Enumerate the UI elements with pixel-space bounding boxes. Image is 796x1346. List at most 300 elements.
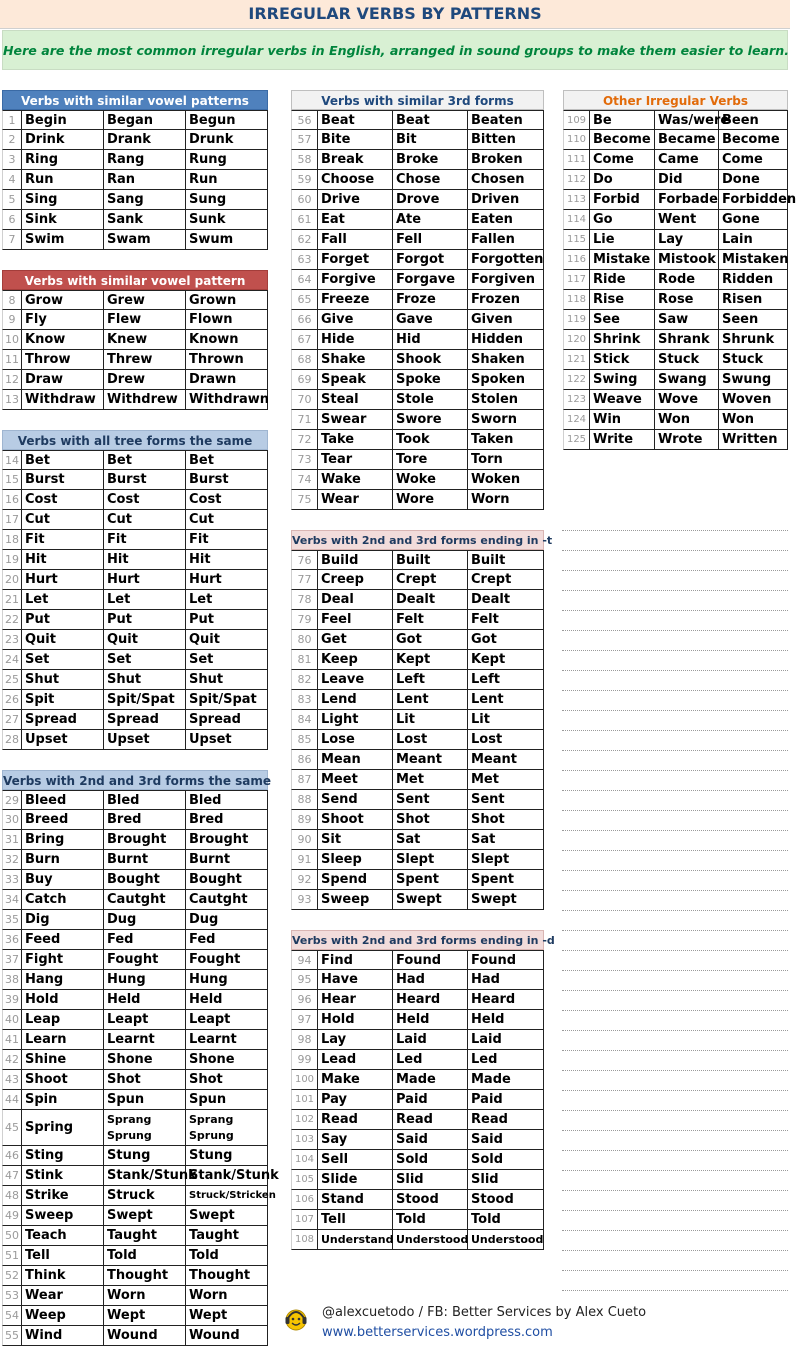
past-simple: Wove [655, 390, 719, 410]
verb-number: 58 [291, 150, 318, 170]
base-form: Give [318, 310, 393, 330]
verb-number: 81 [291, 650, 318, 670]
base-form: Weep [22, 1306, 104, 1326]
past-participle: Met [468, 770, 544, 790]
base-form: Lose [318, 730, 393, 750]
table-row [2, 570, 268, 590]
past-simple: Slid [393, 1170, 468, 1190]
verb-number: 15 [2, 470, 22, 490]
past-simple: Gave [393, 310, 468, 330]
past-simple: Was/were [655, 110, 719, 130]
past-participle: Said [468, 1130, 544, 1150]
table-row [2, 830, 268, 850]
past-simple: Won [655, 410, 719, 430]
past-participle: Woken [468, 470, 544, 490]
past-simple: Sprang Sprung [104, 1110, 186, 1146]
past-participle: Fed [186, 930, 268, 950]
base-form: Burst [22, 470, 104, 490]
table-row [291, 890, 544, 910]
table-row [291, 250, 544, 270]
verb-number: 25 [2, 670, 22, 690]
past-simple: Tore [393, 450, 468, 470]
past-simple: Bled [104, 790, 186, 810]
base-form: Know [22, 330, 104, 350]
verb-number: 29 [2, 790, 22, 810]
verb-number: 22 [2, 610, 22, 630]
base-form: Feel [318, 610, 393, 630]
table-row [2, 310, 268, 330]
verb-number: 27 [2, 710, 22, 730]
past-participle: Known [186, 330, 268, 350]
base-form: Sweep [318, 890, 393, 910]
table-row [291, 430, 544, 450]
table-row [291, 630, 544, 650]
table-row [2, 1266, 268, 1286]
gridline [562, 930, 788, 931]
past-participle: Shot [186, 1070, 268, 1090]
past-simple: Wept [104, 1306, 186, 1326]
past-simple: Came [655, 150, 719, 170]
past-participle: Slept [468, 850, 544, 870]
verb-number: 5 [2, 190, 22, 210]
past-simple: Forbade [655, 190, 719, 210]
base-form: Dig [22, 910, 104, 930]
base-form: Forget [318, 250, 393, 270]
verb-number: 52 [2, 1266, 22, 1286]
verb-number: 74 [291, 470, 318, 490]
past-simple: Understood [393, 1230, 468, 1250]
base-form: Strike [22, 1186, 104, 1206]
base-form: Hang [22, 970, 104, 990]
past-simple: Forgave [393, 270, 468, 290]
verb-number: 93 [291, 890, 318, 910]
past-participle: Crept [468, 570, 544, 590]
table-row [563, 150, 788, 170]
verb-number: 7 [2, 230, 22, 250]
past-participle: Wept [186, 1306, 268, 1326]
verb-number: 79 [291, 610, 318, 630]
verb-number: 37 [2, 950, 22, 970]
gridline [562, 850, 788, 851]
base-form: Come [590, 150, 655, 170]
base-form: Drive [318, 190, 393, 210]
past-participle: Swum [186, 230, 268, 250]
footer-url[interactable]: www.betterservices.wordpress.com [322, 1325, 553, 1340]
gridline [562, 1210, 788, 1211]
past-simple: Laid [393, 1030, 468, 1050]
past-participle: Built [468, 550, 544, 570]
gridline [562, 790, 788, 791]
verb-number: 56 [291, 110, 318, 130]
table-row [2, 1326, 268, 1346]
past-participle: Swung [719, 370, 788, 390]
table-row [291, 370, 544, 390]
verb-number: 80 [291, 630, 318, 650]
gridline [562, 630, 788, 631]
table-row [2, 370, 268, 390]
group-similar-3rd-forms [291, 90, 544, 510]
table-row [2, 150, 268, 170]
gridline [562, 970, 788, 971]
past-simple: Meant [393, 750, 468, 770]
past-participle: Brought [186, 830, 268, 850]
past-simple: Cautght [104, 890, 186, 910]
past-simple: Drank [104, 130, 186, 150]
past-simple: Felt [393, 610, 468, 630]
verb-number: 109 [563, 110, 590, 130]
past-participle: Struck/Stricken [186, 1186, 268, 1206]
past-participle: Forbidden [719, 190, 788, 210]
past-participle: Heard [468, 990, 544, 1010]
past-participle: Bred [186, 810, 268, 830]
past-participle: Wound [186, 1326, 268, 1346]
verb-number: 6 [2, 210, 22, 230]
past-participle: Felt [468, 610, 544, 630]
past-participle: Withdrawn [186, 390, 268, 410]
verb-number: 42 [2, 1050, 22, 1070]
table-row [2, 950, 268, 970]
past-participle: Stung [186, 1146, 268, 1166]
table-row [291, 290, 544, 310]
base-form: Lead [318, 1050, 393, 1070]
past-participle: Stolen [468, 390, 544, 410]
past-simple: Said [393, 1130, 468, 1150]
gridline [562, 710, 788, 711]
past-simple: Worn [104, 1286, 186, 1306]
table-row [2, 290, 268, 310]
table-row [563, 370, 788, 390]
base-form: Tear [318, 450, 393, 470]
verb-number: 107 [291, 1210, 318, 1230]
table-row [2, 1226, 268, 1246]
past-participle: Sung [186, 190, 268, 210]
base-form: Meet [318, 770, 393, 790]
past-participle: Woven [719, 390, 788, 410]
past-participle: Learnt [186, 1030, 268, 1050]
base-form: Sing [22, 190, 104, 210]
past-participle: Dealt [468, 590, 544, 610]
table-row [291, 550, 544, 570]
past-simple: Rose [655, 290, 719, 310]
base-form: Think [22, 1266, 104, 1286]
past-simple: Learnt [104, 1030, 186, 1050]
table-row [2, 190, 268, 210]
group-other-irregular [563, 90, 796, 450]
past-simple: Rode [655, 270, 719, 290]
base-form: Shine [22, 1050, 104, 1070]
group-header: Verbs with 2nd and 3rd forms ending in -d [291, 930, 544, 950]
group-similar-vowel-patterns [2, 90, 268, 250]
past-simple: Hit [104, 550, 186, 570]
verb-number: 4 [2, 170, 22, 190]
past-simple: Had [393, 970, 468, 990]
past-simple: Began [104, 110, 186, 130]
table-row [2, 730, 268, 750]
base-form: Sink [22, 210, 104, 230]
past-simple: Sat [393, 830, 468, 850]
past-participle: Hidden [468, 330, 544, 350]
table-row [2, 970, 268, 990]
past-simple: Saw [655, 310, 719, 330]
base-form: Fight [22, 950, 104, 970]
table-row [291, 870, 544, 890]
past-participle: Come [719, 150, 788, 170]
base-form: Go [590, 210, 655, 230]
table-row [291, 810, 544, 830]
smiley-headset-icon [283, 1306, 309, 1332]
table-row [2, 790, 268, 810]
past-participle: Lain [719, 230, 788, 250]
past-simple: Spoke [393, 370, 468, 390]
verb-number: 85 [291, 730, 318, 750]
past-simple: Built [393, 550, 468, 570]
past-participle: Taught [186, 1226, 268, 1246]
table-row [291, 390, 544, 410]
table-row [2, 1286, 268, 1306]
table-row [291, 150, 544, 170]
base-form: Quit [22, 630, 104, 650]
past-simple: Spit/Spat [104, 690, 186, 710]
verb-number: 36 [2, 930, 22, 950]
table-row [563, 290, 788, 310]
gridline [562, 610, 788, 611]
base-form: Wear [22, 1286, 104, 1306]
past-simple: Bred [104, 810, 186, 830]
verb-number: 30 [2, 810, 22, 830]
verb-number: 2 [2, 130, 22, 150]
base-form: Cut [22, 510, 104, 530]
verb-number: 114 [563, 210, 590, 230]
past-participle: Read [468, 1110, 544, 1130]
past-participle: Spit/Spat [186, 690, 268, 710]
verb-number: 92 [291, 870, 318, 890]
past-participle: Bet [186, 450, 268, 470]
verb-number: 14 [2, 450, 22, 470]
past-simple: Struck [104, 1186, 186, 1206]
base-form: Become [590, 130, 655, 150]
table-row [291, 990, 544, 1010]
past-simple: Drove [393, 190, 468, 210]
past-participle: Sunk [186, 210, 268, 230]
table-row [291, 1210, 544, 1230]
past-participle: Forgotten [468, 250, 544, 270]
past-simple: Dealt [393, 590, 468, 610]
gridline [562, 1030, 788, 1031]
base-form: Tell [318, 1210, 393, 1230]
table-row [291, 770, 544, 790]
verb-number: 116 [563, 250, 590, 270]
past-participle: Meant [468, 750, 544, 770]
table-row [291, 590, 544, 610]
verb-number: 77 [291, 570, 318, 590]
past-participle: Run [186, 170, 268, 190]
base-form: Choose [318, 170, 393, 190]
past-participle: Bitten [468, 130, 544, 150]
table-row [291, 950, 544, 970]
table-row [291, 1050, 544, 1070]
base-form: Break [318, 150, 393, 170]
gridline [562, 990, 788, 991]
verb-number: 91 [291, 850, 318, 870]
verb-number: 65 [291, 290, 318, 310]
table-row [2, 1146, 268, 1166]
base-form: Understand [318, 1230, 393, 1250]
past-participle: Paid [468, 1090, 544, 1110]
base-form: Take [318, 430, 393, 450]
verb-number: 61 [291, 210, 318, 230]
table-row [2, 1246, 268, 1266]
table-row [291, 1070, 544, 1090]
table-row [563, 250, 788, 270]
base-form: Hurt [22, 570, 104, 590]
base-form: Run [22, 170, 104, 190]
group-all-forms-same [2, 430, 268, 750]
verb-number: 71 [291, 410, 318, 430]
past-participle: Fallen [468, 230, 544, 250]
verb-number: 123 [563, 390, 590, 410]
table-row [2, 1166, 279, 1186]
table-row [291, 190, 544, 210]
table-row [291, 830, 544, 850]
base-form: Teach [22, 1226, 104, 1246]
table-row [2, 810, 268, 830]
past-participle: Frozen [468, 290, 544, 310]
base-form: Spring [22, 1110, 104, 1146]
verb-number: 28 [2, 730, 22, 750]
table-row [2, 870, 268, 890]
verb-number: 13 [2, 390, 22, 410]
gridline [562, 870, 788, 871]
table-row [2, 630, 268, 650]
verb-number: 78 [291, 590, 318, 610]
past-participle: Spent [468, 870, 544, 890]
gridline [562, 670, 788, 671]
base-form: Bet [22, 450, 104, 470]
past-simple: Swam [104, 230, 186, 250]
verb-number: 120 [563, 330, 590, 350]
past-simple: Paid [393, 1090, 468, 1110]
past-simple: Wrote [655, 430, 719, 450]
base-form: Build [318, 550, 393, 570]
base-form: Buy [22, 870, 104, 890]
verb-number: 101 [291, 1090, 318, 1110]
verb-number: 87 [291, 770, 318, 790]
past-simple: Swang [655, 370, 719, 390]
past-simple: Drew [104, 370, 186, 390]
past-simple: Stole [393, 390, 468, 410]
table-row [2, 890, 268, 910]
verb-number: 119 [563, 310, 590, 330]
base-form: Make [318, 1070, 393, 1090]
base-form: Forgive [318, 270, 393, 290]
past-participle: Burst [186, 470, 268, 490]
table-row [2, 590, 268, 610]
past-simple: Beat [393, 110, 468, 130]
gridline [562, 1050, 788, 1051]
base-form: Leave [318, 670, 393, 690]
past-participle: Sworn [468, 410, 544, 430]
verb-number: 50 [2, 1226, 22, 1246]
past-simple: Burnt [104, 850, 186, 870]
past-simple: Set [104, 650, 186, 670]
table-row [291, 1110, 544, 1130]
past-simple: Bet [104, 450, 186, 470]
verb-number: 9 [2, 310, 22, 330]
base-form: Forbid [590, 190, 655, 210]
verb-number: 32 [2, 850, 22, 870]
gridline [562, 1150, 788, 1151]
table-row [2, 1186, 276, 1206]
verb-number: 21 [2, 590, 22, 610]
table-row [291, 1150, 544, 1170]
base-form: Swim [22, 230, 104, 250]
base-form: Swear [318, 410, 393, 430]
verb-number: 118 [563, 290, 590, 310]
past-simple: Cost [104, 490, 186, 510]
verb-number: 23 [2, 630, 22, 650]
verb-number: 16 [2, 490, 22, 510]
table-row [2, 330, 268, 350]
table-row [563, 310, 788, 330]
base-form: Let [22, 590, 104, 610]
table-row [291, 1170, 544, 1190]
past-simple: Hung [104, 970, 186, 990]
gridline [562, 1070, 788, 1071]
verb-number: 117 [563, 270, 590, 290]
verb-number: 86 [291, 750, 318, 770]
past-simple: Got [393, 630, 468, 650]
verb-number: 106 [291, 1190, 318, 1210]
table-row [291, 670, 544, 690]
past-participle: Quit [186, 630, 268, 650]
base-form: Do [590, 170, 655, 190]
base-form: Feed [22, 930, 104, 950]
base-form: Lie [590, 230, 655, 250]
base-form: Lay [318, 1030, 393, 1050]
group-header: Verbs with similar vowel patterns [2, 90, 268, 110]
verb-number: 17 [2, 510, 22, 530]
verb-number: 53 [2, 1286, 22, 1306]
base-form: Have [318, 970, 393, 990]
past-participle: Risen [719, 290, 788, 310]
base-form: Mean [318, 750, 393, 770]
verb-number: 95 [291, 970, 318, 990]
group-header: Verbs with 2nd and 3rd forms the same [2, 770, 268, 790]
gridline [562, 550, 788, 551]
base-form: Hit [22, 550, 104, 570]
past-participle: Done [719, 170, 788, 190]
gridline [562, 830, 788, 831]
past-simple: Thought [104, 1266, 186, 1286]
past-simple: Put [104, 610, 186, 630]
table-row [563, 330, 788, 350]
table-row [2, 110, 268, 130]
table-row [563, 270, 788, 290]
verb-number: 40 [2, 1010, 22, 1030]
table-row [2, 390, 268, 410]
past-participle: Laid [468, 1030, 544, 1050]
gridline [562, 570, 788, 571]
past-simple: Sold [393, 1150, 468, 1170]
verb-number: 84 [291, 710, 318, 730]
verb-number: 20 [2, 570, 22, 590]
table-row [291, 690, 544, 710]
verb-number: 122 [563, 370, 590, 390]
base-form: Draw [22, 370, 104, 390]
verb-number: 11 [2, 350, 22, 370]
verb-number: 88 [291, 790, 318, 810]
table-row [291, 270, 544, 290]
